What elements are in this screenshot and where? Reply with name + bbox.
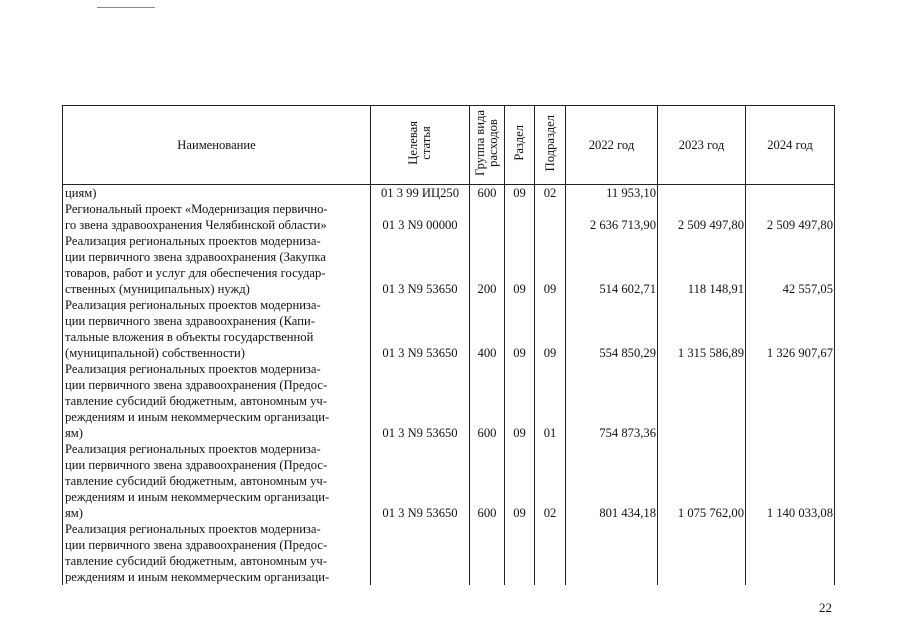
row-target: 01 3 99 ИЦ250 (371, 185, 470, 202)
row-2024 (746, 361, 835, 441)
row-name: Реализация региональных проектов модерниза- ции первичного звена здравоохранения (Предос- тавление субсидий бюджетным, автономным уч- реждениям и иным некоммерческим организаци- ям) (63, 361, 371, 441)
row-subsection (535, 201, 566, 233)
header-row (63, 106, 835, 185)
row-group: 600 (470, 361, 505, 441)
header-target-label: Целевая статья (406, 121, 433, 165)
row-name: Реализация региональных проектов модерниза- ции первичного звена здравоохранения (Предос- тавление субсидий бюджетным, автономным уч- реждениям и иным некоммерческим организаци- (63, 521, 371, 585)
row-subsection: 02 (535, 185, 566, 202)
row-section: 09 (505, 441, 535, 521)
row-name: Реализация региональных проектов модерниза- ции первичного звена здравоохранения (Капи- тальные вложения в объекты государственной (муниципальной) собственности) (63, 297, 371, 361)
row-2024: 42 557,05 (746, 233, 835, 297)
row-subsection: 02 (535, 441, 566, 521)
header-subsection (535, 106, 566, 185)
header-2022: 2022 год (566, 106, 658, 185)
row-2024: 2 509 497,80 (746, 201, 835, 233)
row-2023: 118 148,91 (658, 233, 746, 297)
row-2022 (566, 521, 658, 585)
row-2023 (658, 521, 746, 585)
row-2022: 514 602,71 (566, 233, 658, 297)
row-section: 09 (505, 185, 535, 202)
row-2023 (658, 185, 746, 202)
row-group (470, 521, 505, 585)
row-target: 01 3 N9 00000 (371, 201, 470, 233)
row-2022: 2 636 713,90 (566, 201, 658, 233)
row-2024 (746, 521, 835, 585)
row-section: 09 (505, 233, 535, 297)
table-row (63, 297, 835, 361)
row-name: Реализация региональных проектов модерниза- ции первичного звена здравоохранения (Закупка товаров, работ и услуг для обеспечения государ- ственных (муниципальных) нужд) (63, 233, 371, 297)
row-2022: 554 850,29 (566, 297, 658, 361)
row-group (470, 201, 505, 233)
row-subsection: 09 (535, 297, 566, 361)
table-row (63, 233, 835, 297)
row-section (505, 521, 535, 585)
row-2023: 1 315 586,89 (658, 297, 746, 361)
row-section: 09 (505, 361, 535, 441)
row-name: циям) (63, 185, 371, 202)
header-target (371, 106, 470, 185)
row-2023: 2 509 497,80 (658, 201, 746, 233)
table-row (63, 441, 835, 521)
row-2023 (658, 361, 746, 441)
row-subsection (535, 521, 566, 585)
header-section-label: Раздел (512, 125, 526, 161)
table-row (63, 361, 835, 441)
header-name: Наименование (63, 106, 371, 185)
scan-mark (97, 7, 155, 8)
row-2023: 1 075 762,00 (658, 441, 746, 521)
row-2024: 1 326 907,67 (746, 297, 835, 361)
row-section: 09 (505, 297, 535, 361)
row-group: 600 (470, 185, 505, 202)
row-section (505, 201, 535, 233)
header-group-label: Группа вида расходов (473, 110, 500, 176)
row-subsection: 01 (535, 361, 566, 441)
table-row (63, 521, 835, 585)
row-target: 01 3 N9 53650 (371, 361, 470, 441)
page-number: 22 (819, 600, 832, 615)
row-2022: 801 434,18 (566, 441, 658, 521)
row-name: Реализация региональных проектов модерниза- ции первичного звена здравоохранения (Предос- тавление субсидий бюджетным, автономным уч- реждениям и иным некоммерческим организаци- ям) (63, 441, 371, 521)
header-2023: 2023 год (658, 106, 746, 185)
table-row (63, 201, 835, 233)
row-2022: 754 873,36 (566, 361, 658, 441)
row-2024: 1 140 033,08 (746, 441, 835, 521)
row-2022: 11 953,10 (566, 185, 658, 202)
row-subsection: 09 (535, 233, 566, 297)
row-target: 01 3 N9 53650 (371, 441, 470, 521)
row-target (371, 521, 470, 585)
header-subsection-label: Подраздел (542, 114, 557, 172)
budget-table (62, 105, 835, 585)
row-group: 200 (470, 233, 505, 297)
header-2024: 2024 год (746, 106, 835, 185)
row-2024 (746, 185, 835, 202)
row-group: 600 (470, 441, 505, 521)
table-row (63, 185, 835, 202)
row-target: 01 3 N9 53650 (371, 297, 470, 361)
row-group: 400 (470, 297, 505, 361)
header-section (505, 106, 535, 185)
row-name: Региональный проект «Модернизация первично- го звена здравоохранения Челябинской области» (63, 201, 371, 233)
header-group (470, 106, 505, 185)
row-target: 01 3 N9 53650 (371, 233, 470, 297)
